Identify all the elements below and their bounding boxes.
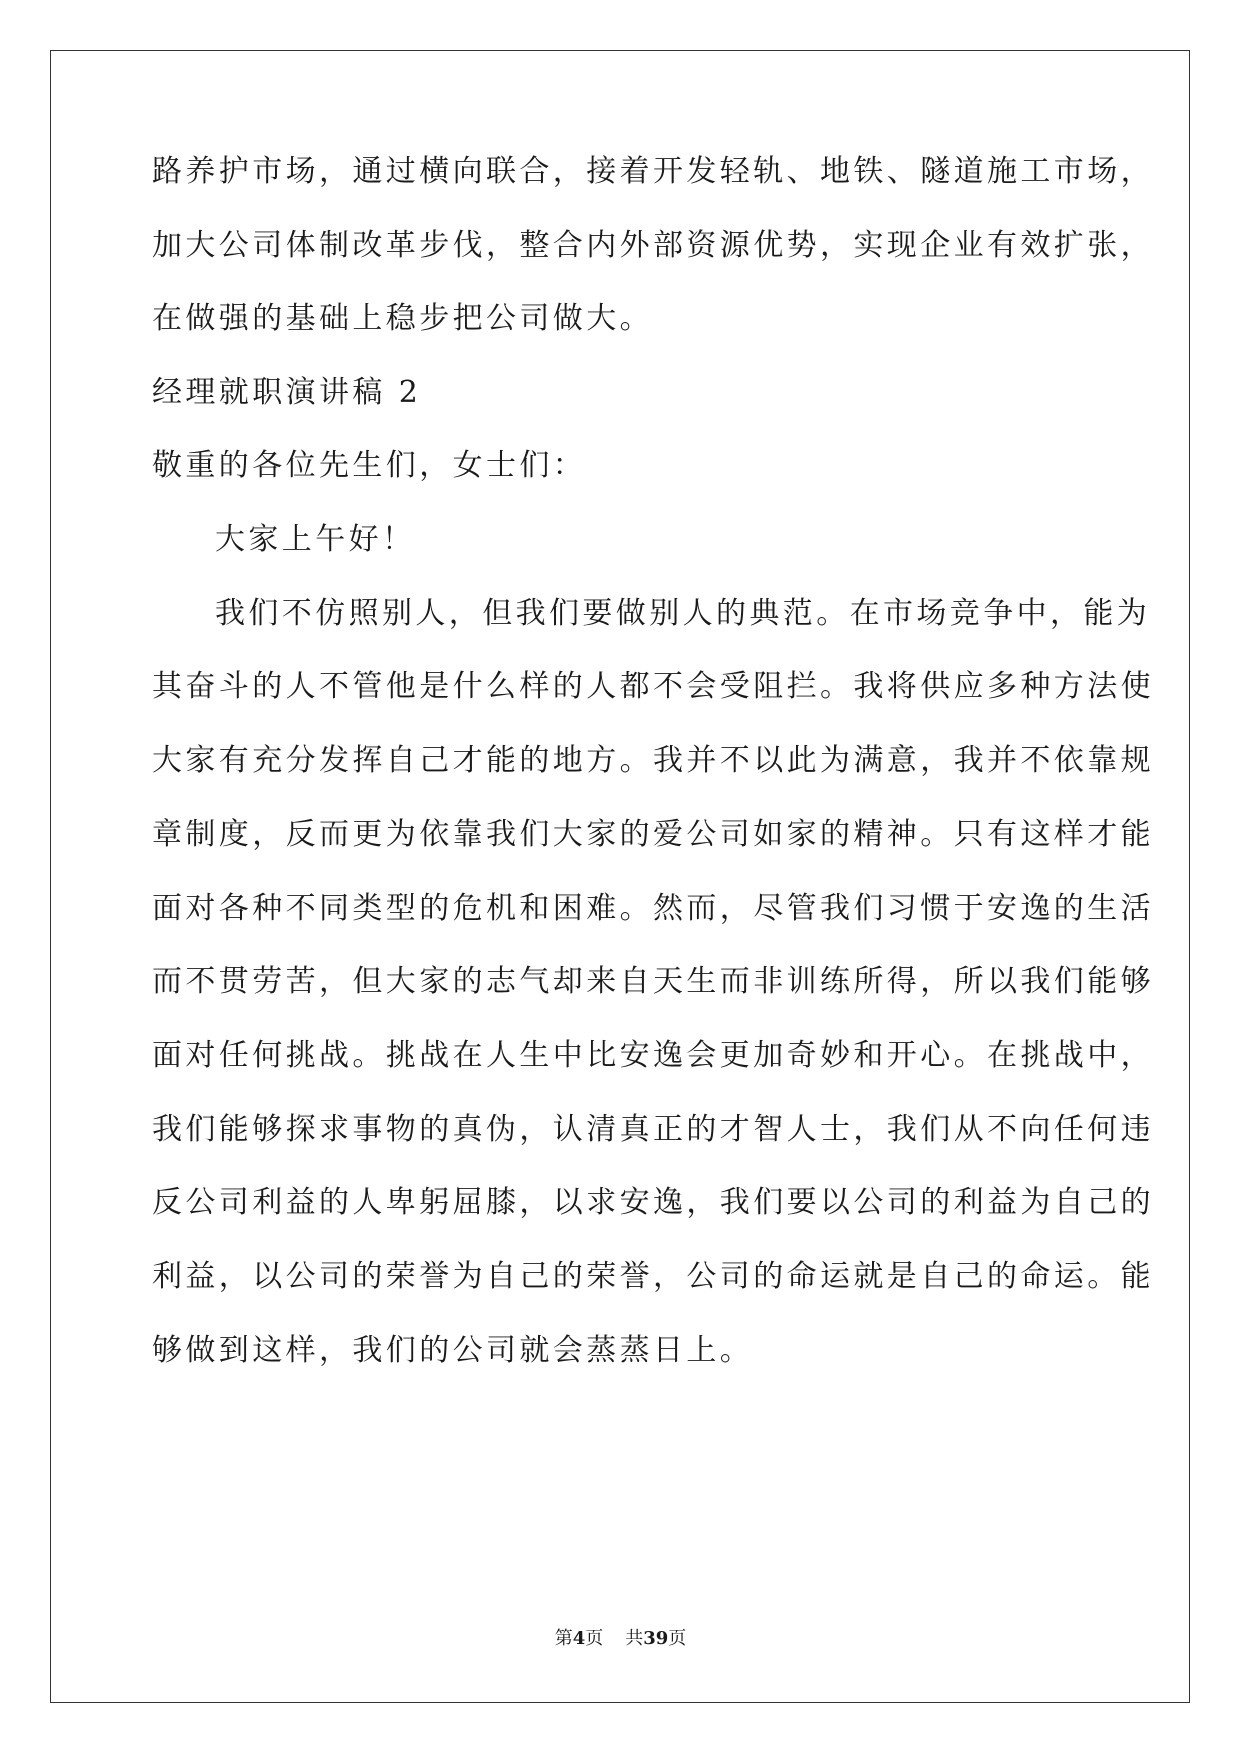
page-prefix: 第	[554, 1628, 573, 1649]
greeting: 大家上午好！	[215, 522, 416, 557]
total-suffix: 页	[668, 1628, 687, 1649]
body-text-line: 大家有充分发挥自己才能的地方。我并不以此为满意，我并不依靠规	[152, 743, 1154, 778]
body-text-line: 我们能够探求事物的真伪，认清真正的才智人士，我们从不向任何违	[152, 1112, 1154, 1147]
page-number: 4	[572, 1628, 586, 1649]
body-text-line: 在做强的基础上稳步把公司做大。	[152, 301, 653, 336]
total-pages: 39	[643, 1628, 669, 1649]
body-text-line: 利益，以公司的荣誉为自己的荣誉，公司的命运就是自己的命运。能	[152, 1259, 1154, 1294]
total-prefix: 共	[625, 1628, 644, 1649]
body-text-line: 面对任何挑战。挑战在人生中比安逸会更加奇妙和开心。在挑战中，	[152, 1038, 1154, 1073]
body-text-line: 反公司利益的人卑躬屈膝，以求安逸，我们要以公司的利益为自己的	[152, 1185, 1154, 1220]
body-text-line: 我们不仿照别人，但我们要做别人的典范。在市场竞争中，能为	[215, 596, 1151, 631]
body-text-line: 其奋斗的人不管他是什么样的人都不会受阻拦。我将供应多种方法使	[152, 669, 1154, 704]
body-text-line: 路养护市场，通过横向联合，接着开发轻轨、地铁、隧道施工市场，	[152, 154, 1154, 189]
body-text-line: 而不贯劳苦，但大家的志气却来自天生而非训练所得，所以我们能够	[152, 964, 1154, 999]
body-text-line: 够做到这样，我们的公司就会蒸蒸日上。	[152, 1333, 754, 1368]
page-suffix: 页	[585, 1628, 604, 1649]
page-footer	[0, 1627, 1241, 1651]
body-text-line: 章制度，反而更为依靠我们大家的爱公司如家的精神。只有这样才能	[152, 817, 1154, 852]
body-text-line: 面对各种不同类型的危机和困难。然而，尽管我们习惯于安逸的生活	[152, 891, 1154, 926]
body-text-line: 加大公司体制改革步伐，整合内外部资源优势，实现企业有效扩张，	[152, 228, 1154, 263]
salutation: 敬重的各位先生们，女士们：	[152, 448, 587, 483]
page-border	[50, 50, 1190, 1703]
section-heading: 经理就职演讲稿 2	[152, 375, 422, 410]
